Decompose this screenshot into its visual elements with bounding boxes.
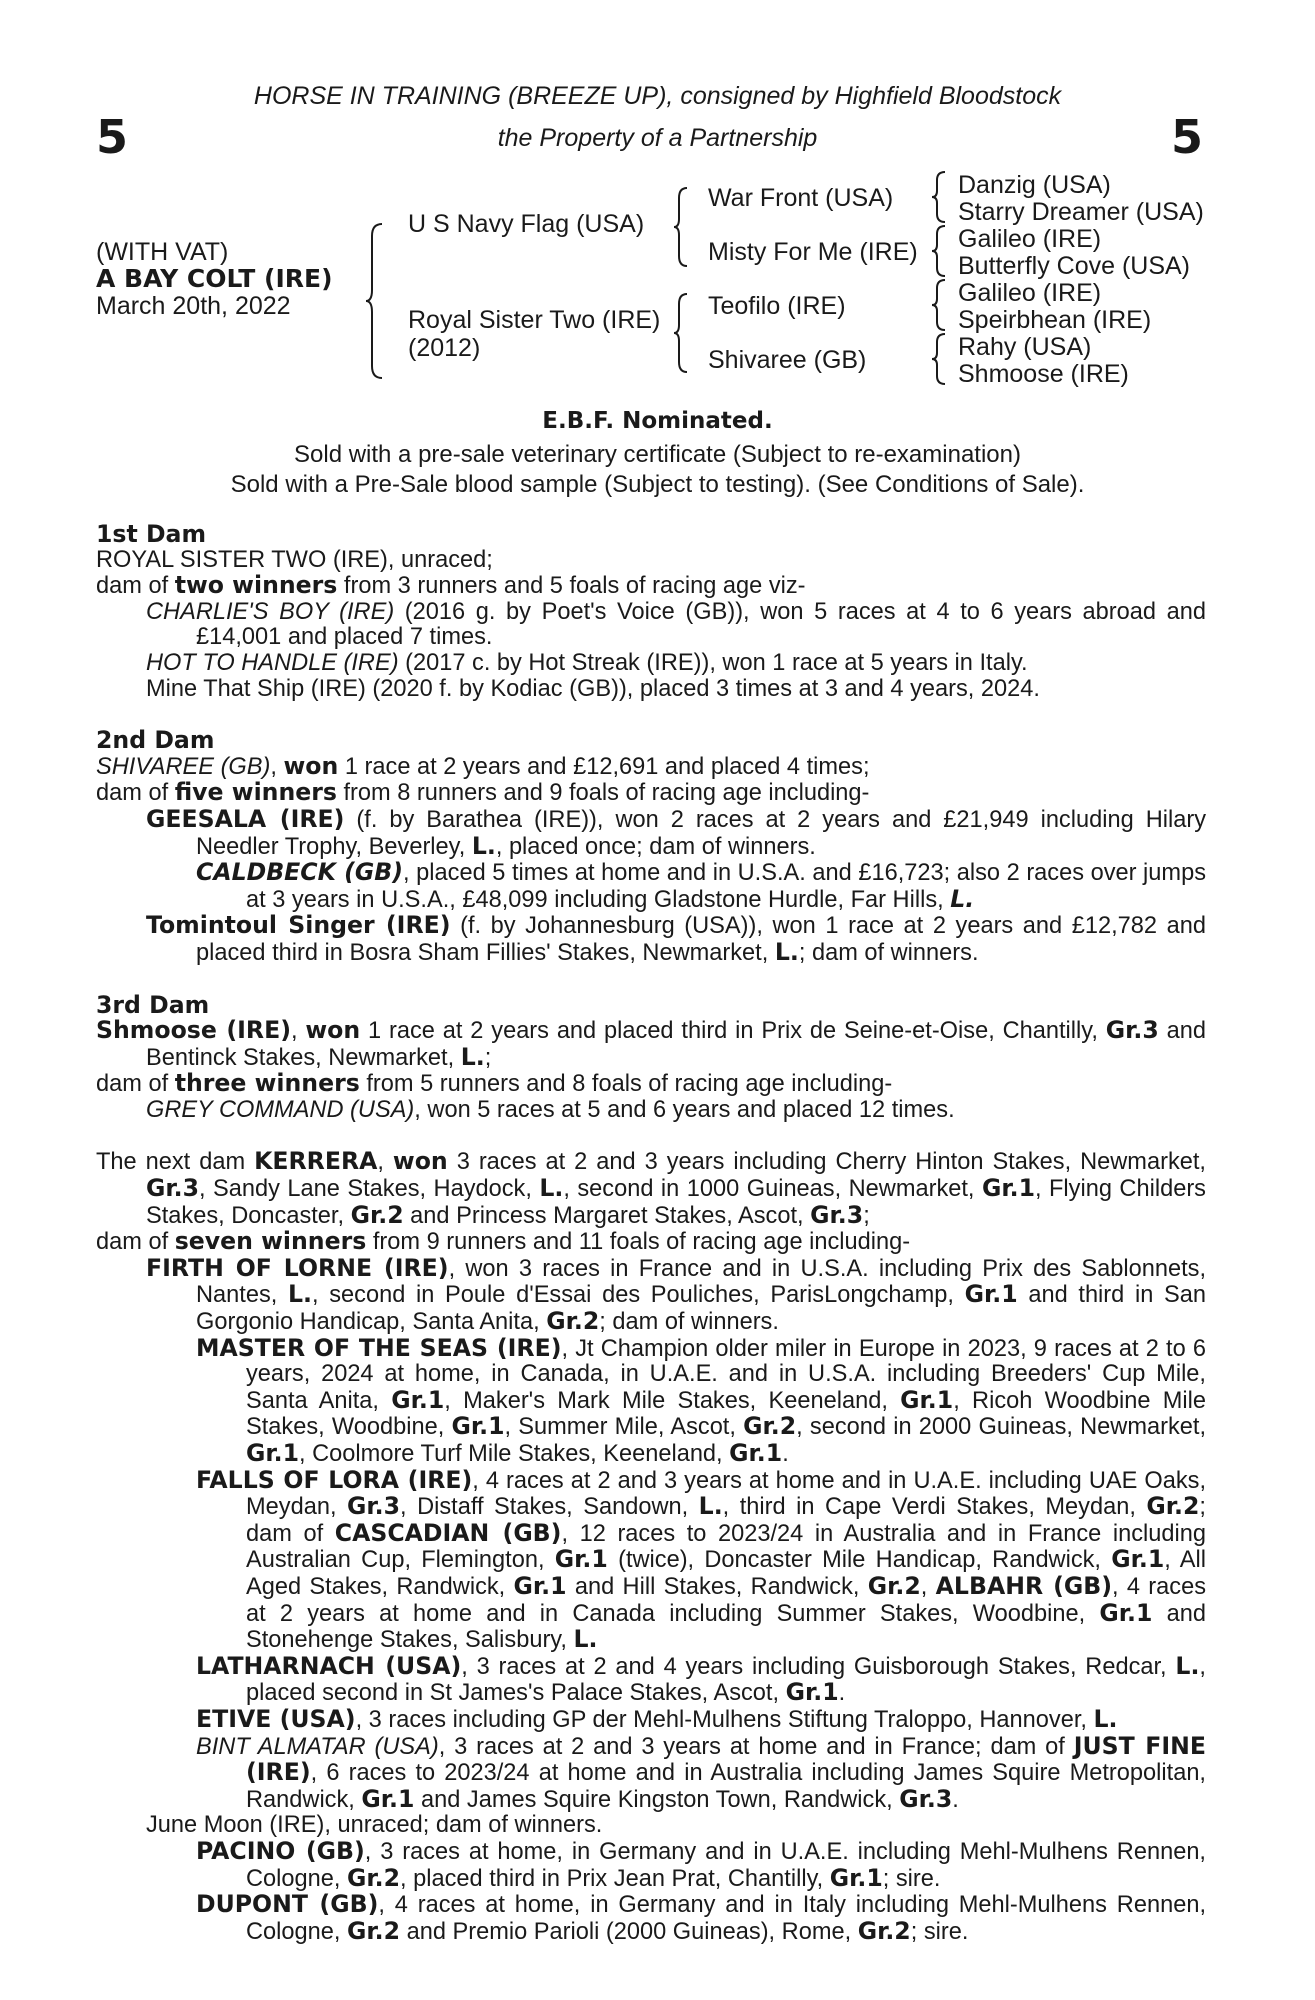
entry-text-run: ; dam of winners.: [798, 939, 979, 966]
entry-text-run: ; dam of: [246, 1494, 1206, 1547]
pedigree-entry: [96, 1098, 1206, 1124]
entry-text-run: , 3 races including GP der Mehl-Mulhens Stiftung Traloppo, Hannover,: [355, 1706, 1094, 1733]
entry-text-run: ,: [270, 753, 284, 780]
entry-text-run: from 3 runners and 5 foals of racing age viz-: [337, 573, 806, 600]
entry-text-run: Gr.1: [964, 1280, 1018, 1309]
entry-text-run: (f. by Barathea (IRE)), won 2 races at 2 years and £21,949 including Hilary Needler Trophy, Beverley,: [196, 806, 1206, 860]
entry-text-run: Gr.2: [743, 1412, 797, 1441]
entry-text-run: Gr.3: [899, 1784, 953, 1813]
entry-text-run: Gr.1: [513, 1571, 567, 1600]
entry-text-run: Gr.2: [347, 1863, 401, 1892]
entry-text-run: , won 5 races at 5 and 6 years and placed 12 times.: [414, 1096, 955, 1123]
grandsire-sire: War Front (USA): [708, 184, 894, 212]
pedigree-entry: [96, 1253, 1207, 1336]
ancestor-7: Rahy (USA): [958, 333, 1092, 361]
entry-text-run: and Princess Margaret Stakes, Ascot,: [403, 1202, 811, 1229]
entry-text-run: Gr.1: [981, 1174, 1035, 1203]
entry-text-run: Gr.2: [867, 1571, 921, 1600]
entry-text-run: five winners: [174, 778, 337, 807]
entry-text-run: Gr.1: [391, 1385, 445, 1414]
entry-text-run: from 8 runners and 9 foals of racing age including-: [336, 780, 870, 807]
entry-text-run: PACINO (GB): [196, 1836, 365, 1865]
pedigree-entry: [96, 1651, 1206, 1707]
pedigree-entry: [96, 804, 1206, 860]
entry-text-run: 3 races at 2 and 3 years including Cherry Hinton Stakes, Newmarket,: [447, 1149, 1206, 1176]
entry-text-run: ;: [863, 1202, 870, 1229]
section-heading: 2nd Dam: [96, 726, 215, 755]
entry-text-run: , placed once; dam of winners.: [495, 833, 816, 860]
entry-text-run: Gr.1: [361, 1784, 415, 1813]
entry-text-run: , second in Poule d'Essai des Pouliches, ParisLongchamp,: [312, 1282, 965, 1309]
entry-text-run: dam of: [96, 780, 175, 807]
entry-text-run: BINT ALMATAR (USA): [196, 1733, 439, 1760]
pedigree-entry: [96, 1731, 1206, 1814]
entry-text-run: , 4 races at 2 and 3 years at home and in U.A.E. including UAE Oaks, Meydan,: [246, 1467, 1207, 1521]
ancestor-1: Danzig (USA): [958, 171, 1111, 199]
entry-text-run: Gr.1: [451, 1412, 505, 1441]
entry-text-run: CALDBECK (GB): [196, 858, 404, 887]
entry-text-run: dam of: [96, 1071, 175, 1098]
pedigree-entry: [96, 1018, 1206, 1071]
ancestor-4: Butterfly Cove (USA): [958, 252, 1191, 280]
entry-text-run: ;: [484, 1044, 492, 1071]
entry-text-run: , placed third in Prix Jean Prat, Chantilly,: [400, 1865, 830, 1892]
vat-note: (WITH VAT): [96, 238, 229, 266]
ebf-nominated: E.B.F. Nominated.: [542, 408, 773, 434]
pedigree-entry: [96, 1704, 1206, 1734]
entry-text-run: L.: [950, 884, 975, 913]
entry-text-run: .: [838, 1680, 846, 1707]
entry-text-run: FALLS OF LORA (IRE): [196, 1465, 473, 1494]
entry-text-run: from 5 runners and 8 foals of racing age including-: [359, 1071, 893, 1098]
entry-text-run: , Maker's Mark Mile Stakes, Keeneland,: [444, 1387, 901, 1414]
entry-text-run: 1 race at 2 years and £12,691 and placed 4 times;: [338, 753, 870, 780]
entry-text-run: L.: [288, 1280, 312, 1309]
pedigree-entry: [96, 913, 1206, 966]
pedigree-entry: [96, 860, 1206, 913]
entry-text-run: Gr.2: [546, 1307, 600, 1336]
pedigree-entry: [96, 1229, 1206, 1256]
dam-name: Royal Sister Two (IRE): [408, 306, 661, 334]
section-heading: 1st Dam: [96, 520, 207, 548]
entry-text-run: GEESALA (IRE): [146, 804, 345, 833]
entry-text-run: and Premio Parioli (2000 Guineas), Rome,: [400, 1918, 858, 1945]
entry-text-run: Gr.2: [347, 1916, 401, 1945]
pedigree-entry: [96, 677, 1206, 703]
entry-text-run: L.: [1175, 1651, 1200, 1680]
granddam-dam: Shivaree (GB): [708, 346, 867, 374]
entry-text-run: , Flying Childers Stakes, Doncaster,: [146, 1176, 1206, 1229]
pedigree-entry: [96, 1149, 1206, 1229]
entry-text-run: KERRERA: [254, 1147, 378, 1176]
entry-text-run: , placed 5 times at home and in U.S.A. and £16,723; also 2 races over jumps at 3 years in U.S.A., £48,099 including Gladstone Hurdle, Far Hills,: [246, 860, 1206, 913]
entry-text-run: Gr.1: [554, 1545, 608, 1574]
entry-text-run: ETIVE (USA): [196, 1704, 356, 1733]
ancestor-8: Shmoose (IRE): [958, 360, 1129, 388]
section-3: [96, 990, 1206, 1124]
entry-text-run: L.: [539, 1174, 564, 1203]
lot-number-left: 5: [96, 110, 129, 164]
entry-text-run: , Coolmore Turf Mile Stakes, Keeneland,: [299, 1441, 730, 1467]
section-2: [96, 728, 1206, 966]
entry-text-run: won: [305, 1016, 361, 1045]
entry-text-run: , Summer Mile, Ascot,: [504, 1414, 744, 1441]
entry-text-run: Gr.2: [857, 1916, 911, 1945]
entry-text-run: L.: [471, 831, 496, 860]
entry-text-run: L.: [573, 1625, 598, 1654]
entry-text-run: DUPONT (GB): [196, 1890, 379, 1919]
entry-text-run: ; sire.: [910, 1918, 969, 1945]
granddam-sire: Misty For Me (IRE): [708, 238, 918, 266]
entry-text-run: and Stonehenge Stakes, Salisbury,: [246, 1600, 1206, 1654]
entry-text-run: , 4 races at 2 years at home and in Canada including Summer Stakes, Woodbine,: [246, 1573, 1206, 1627]
pedigree-entry: [96, 780, 1206, 807]
pedigree-brace-dam: [672, 292, 692, 374]
entry-text-run: .: [952, 1786, 959, 1813]
entry-text-run: , All Aged Stakes, Randwick,: [246, 1547, 1207, 1600]
entry-text-run: , Sandy Lane Stakes, Haydock,: [199, 1176, 540, 1203]
horse-name: A BAY COLT (IRE): [96, 264, 333, 293]
entry-text-run: , second in 2000 Guineas, Newmarket,: [796, 1414, 1207, 1441]
entry-text-run: and Bentinck Stakes, Newmarket,: [146, 1018, 1206, 1071]
entry-text-run: Gr.1: [1111, 1545, 1165, 1574]
pedigree-entry: [96, 1836, 1206, 1892]
ancestor-3: Galileo (IRE): [958, 225, 1102, 253]
pedigree-entry: [96, 751, 1206, 781]
pedigree-text: [96, 522, 1206, 1945]
pedigree-entry: [96, 573, 1206, 600]
pedigree-brace-main: [364, 222, 388, 380]
section-1: [96, 522, 1206, 702]
entry-text-run: June Moon (IRE), unraced; dam of winners.: [146, 1812, 603, 1839]
entry-text-run: FIRTH OF LORNE (IRE): [146, 1253, 449, 1282]
entry-text-run: and James Squire Kingston Town, Randwick,: [414, 1786, 900, 1813]
consignment-line: HORSE IN TRAINING (BREEZE UP), consigned by Highfield Bloodstock: [253, 82, 1062, 110]
entry-text-run: (2017 c. by Hot Streak (IRE)), won 1 race at 5 years in Italy.: [398, 649, 1028, 676]
pedigree-entry: [96, 548, 1206, 574]
entry-text-run: Gr.3: [810, 1200, 864, 1229]
pedigree-entry: [96, 1465, 1207, 1654]
entry-text-run: SHIVAREE (GB): [96, 753, 271, 780]
entry-text-run: L.: [698, 1492, 723, 1521]
entry-text-run: GREY COMMAND (USA): [146, 1096, 415, 1123]
entry-text-run: HOT TO HANDLE (IRE): [146, 649, 399, 676]
sire-name: U S Navy Flag (USA): [408, 210, 645, 238]
entry-text-run: three winners: [174, 1069, 360, 1098]
entry-text-run: , second in 1000 Guineas, Newmarket,: [563, 1176, 982, 1203]
pedigree-brace-gen3-2: [930, 224, 950, 278]
entry-text-run: Gr.1: [785, 1678, 839, 1707]
entry-text-run: Tomintoul Singer (IRE): [146, 911, 451, 940]
entry-text-run: , 3 races at home, in Germany and in U.A.E. including Mehl-Mulhens Rennen, Cologne,: [246, 1838, 1206, 1892]
entry-text-run: , 12 races to 2023/24 in Australia and in France including Australian Cup, Flemington,: [246, 1520, 1206, 1574]
entry-text-run: CHARLIE'S BOY (IRE): [146, 598, 395, 625]
entry-text-run: MASTER OF THE SEAS (IRE): [196, 1333, 562, 1362]
entry-text-run: ,: [377, 1149, 393, 1176]
ancestor-2: Starry Dreamer (USA): [958, 198, 1204, 226]
pedigree-entry: [96, 1892, 1206, 1945]
entry-text-run: L.: [460, 1042, 485, 1071]
pedigree-brace-sire: [672, 186, 692, 268]
entry-text-run: Shmoose (IRE): [96, 1016, 291, 1045]
entry-text-run: ,: [290, 1018, 306, 1045]
entry-text-run: , third in Cape Verdi Stakes, Meydan,: [722, 1494, 1147, 1521]
entry-text-run: Gr.1: [1099, 1598, 1153, 1627]
entry-text-run: L.: [1093, 1704, 1118, 1733]
foaling-date: March 20th, 2022: [96, 292, 291, 320]
entry-text-run: won: [392, 1147, 448, 1176]
section-4: [96, 1149, 1206, 1945]
entry-text-run: , Ricoh Woodbine Mile Stakes, Woodbine,: [246, 1387, 1206, 1441]
section-heading: 3rd Dam: [96, 990, 210, 1019]
entry-text-run: The next dam: [96, 1149, 255, 1176]
entry-text-run: dam of: [96, 1229, 175, 1256]
entry-text-run: 1 race at 2 years and placed third in Prix de Seine-et-Oise, Chantilly,: [360, 1018, 1106, 1045]
entry-text-run: CASCADIAN (GB): [334, 1518, 562, 1547]
entry-text-run: ; sire.: [882, 1865, 941, 1892]
entry-text-run: LATHARNACH (USA): [196, 1651, 462, 1680]
pedigree-entry: [96, 600, 1206, 651]
pedigree-brace-gen3-4: [930, 332, 950, 386]
entry-text-run: ,: [920, 1573, 936, 1600]
blood-sample-note: Sold with a Pre-Sale blood sample (Subject to testing). (See Conditions of Sale).: [230, 471, 1085, 498]
entry-text-run: and Hill Stakes, Randwick,: [566, 1573, 868, 1600]
entry-text-run: from 9 runners and 11 foals of racing age including-: [366, 1229, 911, 1256]
entry-text-run: Gr.2: [350, 1200, 404, 1229]
vet-certificate-note: Sold with a pre-sale veterinary certificate (Subject to re-examination): [294, 441, 1021, 468]
pedigree-entry: [96, 1813, 1206, 1839]
entry-text-run: , 3 races at 2 and 3 years at home and in France; dam of: [438, 1733, 1074, 1760]
entry-text-run: won: [283, 751, 339, 780]
entry-text-run: ROYAL SISTER TWO (IRE), unraced;: [96, 546, 493, 573]
entry-text-run: ALBAHR (GB): [935, 1571, 1113, 1600]
pedigree-entry: [96, 1333, 1207, 1468]
entry-text-run: , Distaff Stakes, Sandown,: [400, 1494, 699, 1521]
entry-text-run: Gr.2: [1146, 1492, 1200, 1521]
entry-text-run: Mine That Ship (IRE) (2020 f. by Kodiac (GB)), placed 3 times at 3 and 4 years, 2024.: [146, 675, 1040, 702]
entry-text-run: Gr.1: [246, 1439, 300, 1467]
entry-text-run: Gr.1: [729, 1439, 783, 1467]
ancestor-5: Galileo (IRE): [958, 279, 1102, 307]
dam-year: (2012): [408, 334, 481, 362]
entry-text-run: , 3 races at 2 and 4 years including Guisborough Stakes, Redcar,: [461, 1653, 1176, 1680]
pedigree-brace-gen3-3: [930, 278, 950, 332]
pedigree-entry: [96, 651, 1206, 677]
entry-text-run: ; dam of winners.: [599, 1309, 779, 1336]
entry-text-run: dam of: [96, 573, 175, 600]
entry-text-run: Gr.3: [347, 1492, 401, 1521]
entry-text-run: .: [782, 1441, 789, 1467]
entry-text-run: , Jt Champion older miler in Europe in 2023, 9 races at 2 to 6 years, 2024 at home, in Canada, in U.A.E. and in U.S.A. including Breeders' Cup Mile, Santa Anita,: [246, 1335, 1206, 1414]
property-line: the Property of a Partnership: [497, 124, 818, 152]
entry-text-run: , placed second in St James's Palace Stakes, Ascot,: [246, 1653, 1206, 1707]
entry-text-run: , 4 races at home, in Germany and in Italy including Mehl-Mulhens Rennen, Cologne,: [246, 1892, 1206, 1945]
entry-text-run: (twice), Doncaster Mile Handicap, Randwick,: [607, 1547, 1112, 1574]
entry-text-run: seven winners: [174, 1227, 367, 1256]
entry-text-run: two winners: [174, 571, 338, 600]
lot-number-right: 5: [1170, 110, 1203, 164]
entry-text-run: Gr.1: [829, 1863, 883, 1892]
ancestor-6: Speirbhean (IRE): [958, 306, 1152, 334]
entry-text-run: Gr.3: [1105, 1016, 1159, 1045]
entry-text-run: Gr.1: [900, 1385, 954, 1414]
entry-text-run: JUST FINE (IRE): [246, 1731, 1206, 1787]
entry-text-run: (f. by Johannesburg (USA)), won 1 race at 2 years and £12,782 and placed third in Bosra Sham Fillies' Stakes, Newmarket,: [196, 913, 1206, 966]
entry-text-run: Gr.3: [146, 1174, 200, 1203]
grandsire-dam: Teofilo (IRE): [708, 292, 846, 320]
entry-text-run: and third in San Gorgonio Handicap, Santa Anita,: [196, 1282, 1206, 1336]
pedigree-brace-gen3-1: [930, 170, 950, 224]
entry-text-run: , 6 races to 2023/24 at home and in Australia including James Squire Metropolitan, Randwick,: [246, 1760, 1206, 1813]
entry-text-run: , won 3 races in France and in U.S.A. including Prix des Sablonnets, Nantes,: [196, 1255, 1207, 1309]
entry-text-run: (2016 g. by Poet's Voice (GB)), won 5 races at 4 to 6 years abroad and £14,001 and placed 7 times.: [196, 598, 1206, 651]
entry-text-run: L.: [774, 937, 799, 966]
pedigree-entry: [96, 1071, 1206, 1098]
